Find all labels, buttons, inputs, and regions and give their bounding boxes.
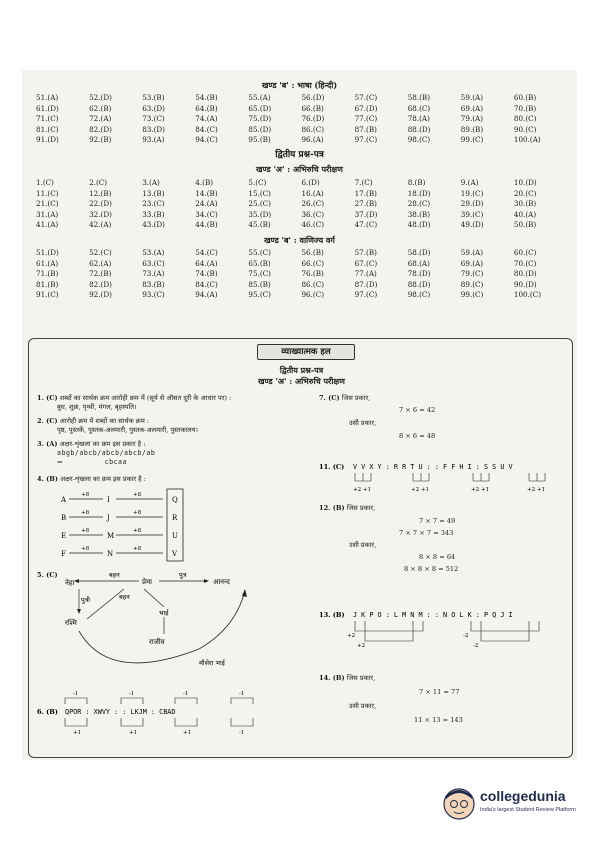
sol5-number: 5. (C) bbox=[37, 571, 58, 579]
sol4-step1: +8 bbox=[81, 546, 90, 552]
answer-cell: 71.(B) bbox=[36, 269, 59, 279]
answer-cell: 89.(C) bbox=[460, 279, 484, 289]
answer-cell: 79.(C) bbox=[460, 269, 484, 279]
answer-cell: 21.(C) bbox=[36, 199, 59, 209]
answer-cell: 34.(C) bbox=[195, 209, 218, 219]
answer-cell: 88.(D) bbox=[407, 279, 431, 289]
sol7-text2: उसी प्रकार, bbox=[349, 419, 377, 427]
answer-cell: 23.(C) bbox=[142, 199, 165, 209]
sol6-mark-bottom: +1 bbox=[73, 730, 82, 736]
sol5-putra: पुत्र bbox=[179, 571, 187, 579]
answer-key-page bbox=[22, 70, 577, 760]
paper-2-title: द्वितीय प्रश्न-पत्र bbox=[275, 149, 324, 160]
answer-cell: 85.(B) bbox=[248, 279, 271, 289]
answer-cell: 95.(C) bbox=[248, 290, 271, 300]
solution-2 bbox=[37, 417, 317, 435]
answer-cell: 69.(A) bbox=[460, 103, 484, 113]
answer-cell: 98.(C) bbox=[407, 290, 431, 300]
answer-cell: 46.(C) bbox=[301, 220, 325, 230]
answer-cell: 26.(C) bbox=[301, 199, 325, 209]
answer-cell: 83.(B) bbox=[142, 279, 165, 289]
answer-cell: 86.(C) bbox=[301, 279, 325, 289]
answer-cell: 61.(A) bbox=[36, 258, 59, 268]
answer-cell: 52.(D) bbox=[89, 93, 112, 102]
answer-cell: 73.(A) bbox=[142, 269, 165, 279]
answer-cell: 18.(D) bbox=[407, 188, 431, 198]
sol6-mark-top: -1 bbox=[183, 691, 189, 697]
answer-cell: 27.(B) bbox=[354, 199, 377, 209]
answer-cell: 77.(C) bbox=[354, 114, 378, 124]
answer-cell: 36.(C) bbox=[301, 209, 325, 219]
sol1-answer: बुध, शुक्र, पृथ्वी, मंगल, बृहस्पति। bbox=[57, 403, 137, 411]
sol13-number: 13. (B) bbox=[319, 611, 345, 619]
sol11-mark: +2 +1 bbox=[411, 487, 429, 493]
answer-cell: 56.(B) bbox=[301, 247, 324, 257]
sol6-diagram bbox=[35, 684, 305, 744]
sol4-step2: +8 bbox=[133, 492, 142, 498]
answer-cell: 57.(B) bbox=[354, 247, 377, 257]
sol6-mark-top: -1 bbox=[129, 691, 135, 697]
sol14-number: 14. (B) bbox=[319, 674, 345, 682]
answer-cell: 41.(A) bbox=[36, 220, 59, 230]
sol12-eq1: 7 × 7 = 49 bbox=[419, 517, 456, 525]
answer-cell: 68.(C) bbox=[407, 103, 431, 113]
sol4-text: अक्षर-शृंखला का क्रम इस प्रकार है : bbox=[60, 475, 146, 483]
answer-cell: 11.(C) bbox=[36, 188, 59, 198]
answer-cell: 48.(D) bbox=[407, 220, 431, 230]
sol11-sequence: V V X Y : R R T U : : F F H I : S S U V bbox=[353, 463, 513, 471]
sol2-text: आरोही क्रम में शब्दों का सार्थक क्रम : bbox=[59, 417, 150, 425]
sol7-number: 7. (C) bbox=[319, 394, 340, 402]
sol4-number: 4. (B) bbox=[37, 475, 58, 483]
answer-cell: 43.(D) bbox=[142, 220, 165, 230]
sol3-number: 3. (A) bbox=[37, 440, 58, 448]
solution-7 bbox=[319, 394, 559, 441]
answer-cell: 80.(D) bbox=[513, 269, 537, 279]
sol5-mausera: मौसेरा भाई bbox=[199, 659, 225, 667]
solution-12 bbox=[319, 504, 559, 574]
answer-cell: 90.(D) bbox=[513, 279, 537, 289]
answer-cell: 78.(D) bbox=[407, 269, 431, 279]
answer-cell: 87.(B) bbox=[354, 124, 377, 134]
answer-cell: 50.(B) bbox=[513, 220, 537, 230]
answer-cell: 54.(C) bbox=[195, 247, 218, 257]
answer-cell: 51.(D) bbox=[36, 247, 59, 257]
sol13-mark: +2 bbox=[347, 633, 356, 639]
sol4-step2: +8 bbox=[133, 510, 142, 516]
answer-cell: 28.(C) bbox=[407, 199, 431, 209]
answer-cell: 72.(A) bbox=[89, 114, 112, 124]
answer-cell: 25.(C) bbox=[248, 199, 271, 209]
answer-cell: 82.(D) bbox=[89, 124, 112, 134]
answer-cell: 94.(C) bbox=[195, 135, 218, 145]
sol2-answer: पृष्ठ, पुस्तकें, पुस्तक-अलमारी, पुस्तक-अलमारी, पुस्तकालय। bbox=[57, 426, 199, 434]
answer-cell: 30.(B) bbox=[513, 199, 537, 209]
sol12-eq2: 7 × 7 × 7 = 343 bbox=[399, 529, 454, 537]
answer-cell: 49.(D) bbox=[460, 220, 484, 230]
sol7-eq1: 7 × 6 = 42 bbox=[399, 406, 436, 414]
answer-cell: 10.(D) bbox=[513, 177, 537, 187]
sol13-sequence: J K P O : L M N M : : N O L K : P Q J I bbox=[353, 611, 513, 619]
sol3-answer: cbcaa bbox=[104, 458, 127, 466]
answer-cell: 92.(D) bbox=[89, 290, 112, 300]
answer-cell: 70.(C) bbox=[513, 258, 537, 268]
sol1-text: शब्दों का सार्थक क्रम आरोही क्रम में (सूर्य से औसत दूरी के आधार पर) : bbox=[59, 394, 232, 402]
answer-cell: 76.(D) bbox=[301, 114, 325, 124]
sol14-text2: उसी प्रकार, bbox=[349, 702, 377, 710]
answer-cell: 66.(B) bbox=[301, 103, 324, 113]
answer-cell: 33.(B) bbox=[142, 209, 165, 219]
answer-cell: 40.(A) bbox=[513, 209, 537, 219]
sol4-from: B bbox=[61, 514, 67, 522]
answer-cell: 52.(C) bbox=[89, 247, 112, 257]
answer-cell: 5.(C) bbox=[248, 177, 267, 187]
sol11-mark: +2 +1 bbox=[527, 487, 545, 493]
sol5-rashmi: रश्मि bbox=[65, 619, 77, 627]
sol6-mark-bottom: +1 bbox=[183, 730, 192, 736]
answer-cell: 45.(B) bbox=[248, 220, 271, 230]
answer-cell: 75.(C) bbox=[248, 269, 271, 279]
sol4-to: U bbox=[172, 532, 178, 540]
answer-cell: 97.(C) bbox=[354, 290, 378, 300]
answer-cell: 55.(A) bbox=[248, 93, 271, 102]
sol14-eq2: 11 × 13 = 143 bbox=[414, 716, 463, 724]
answer-cell: 87.(D) bbox=[354, 279, 378, 289]
answer-cell: 38.(B) bbox=[407, 209, 431, 219]
solutions-heading: व्याख्यात्मक हल bbox=[257, 344, 355, 360]
answer-cell: 31.(A) bbox=[36, 209, 59, 219]
sol12-text: जिस प्रकार, bbox=[346, 504, 376, 512]
answer-cell: 89.(B) bbox=[460, 124, 484, 134]
section-b-answer-grid bbox=[22, 93, 577, 146]
sol6-sequence: QPOR : XWVY : : LKJM : CBAD bbox=[65, 708, 176, 716]
sol5-bahan-top: बहन bbox=[109, 571, 120, 579]
answer-cell: 65.(D) bbox=[248, 103, 272, 113]
sol12-eq3: 8 × 8 = 64 bbox=[419, 553, 456, 561]
answer-cell: 96.(C) bbox=[301, 290, 325, 300]
sol4-step1: +8 bbox=[81, 510, 90, 516]
answer-cell: 57.(C) bbox=[354, 93, 378, 102]
sol4-to: Q bbox=[172, 496, 178, 504]
sol12-text2: उसी प्रकार, bbox=[349, 541, 377, 549]
answer-cell: 22.(D) bbox=[89, 199, 112, 209]
student-avatar-icon bbox=[442, 787, 476, 821]
answer-cell: 84.(C) bbox=[195, 279, 218, 289]
sol1-number: 1. (C) bbox=[37, 394, 58, 402]
answer-cell: 81.(B) bbox=[36, 279, 59, 289]
answer-cell: 56.(D) bbox=[301, 93, 325, 102]
answer-cell: 54.(B) bbox=[195, 93, 218, 102]
sol5-putri: पुत्री bbox=[81, 596, 90, 604]
answer-cell: 24.(A) bbox=[195, 199, 218, 209]
answer-cell: 63.(C) bbox=[142, 258, 165, 268]
sol13-marks bbox=[347, 621, 539, 649]
answer-cell: 53.(B) bbox=[142, 93, 165, 102]
sol4-from: A bbox=[61, 496, 67, 504]
answer-cell: 79.(A) bbox=[460, 114, 484, 124]
section-b-commerce-title: खण्ड 'ब' : वाणिज्य वर्ग bbox=[264, 234, 335, 245]
answer-cell: 86.(C) bbox=[301, 124, 325, 134]
sol6-number: 6. (B) bbox=[37, 708, 58, 716]
answer-cell: 19.(C) bbox=[460, 188, 484, 198]
answer-cell: 32.(D) bbox=[89, 209, 112, 219]
answer-cell: 62.(B) bbox=[89, 103, 112, 113]
answer-cell: 60.(B) bbox=[513, 93, 537, 102]
answer-cell: 99.(C) bbox=[460, 135, 484, 145]
answer-cell: 69.(A) bbox=[460, 258, 484, 268]
answer-cell: 35.(D) bbox=[248, 209, 272, 219]
answer-cell: 67.(D) bbox=[354, 103, 378, 113]
answer-cell: 78.(A) bbox=[407, 114, 430, 124]
sol4-step2: +8 bbox=[133, 546, 142, 552]
sol6-mark-bottom: -1 bbox=[239, 730, 245, 736]
answer-cell: 58.(B) bbox=[407, 93, 431, 102]
answer-cell: 1.(C) bbox=[36, 177, 54, 187]
answer-cell: 16.(A) bbox=[301, 188, 324, 198]
sol3-sequence: abgb/abcb/abcb/abcb/ab bbox=[57, 449, 156, 457]
answer-cell: 91.(D) bbox=[36, 135, 59, 145]
answer-cell: 100.(C) bbox=[513, 290, 542, 300]
answer-cell: 92.(B) bbox=[89, 135, 112, 145]
sol12-eq4: 8 × 8 × 8 = 512 bbox=[404, 565, 459, 573]
answer-cell: 3.(A) bbox=[142, 177, 160, 187]
solution-3 bbox=[37, 440, 317, 467]
answer-cell: 44.(B) bbox=[195, 220, 218, 230]
sol5-neha: नेहा bbox=[65, 579, 75, 587]
sol6-mark-bottom: +1 bbox=[129, 730, 138, 736]
answer-cell: 81.(C) bbox=[36, 124, 59, 134]
answer-cell: 97.(C) bbox=[354, 135, 378, 145]
brand-tagline: India's largest Student Review Platform bbox=[480, 807, 576, 813]
answer-cell: 77.(A) bbox=[354, 269, 377, 279]
sol13-mark: -2 bbox=[473, 643, 479, 649]
sol6-mark-top: -1 bbox=[239, 691, 245, 697]
sol13-mark: -2 bbox=[463, 633, 469, 639]
answer-cell: 55.(C) bbox=[248, 247, 271, 257]
sol11-marks bbox=[353, 473, 545, 493]
sol5-anand: आनन्द bbox=[213, 578, 230, 586]
solution-14 bbox=[319, 674, 559, 725]
answer-cell: 58.(D) bbox=[407, 247, 431, 257]
sol6-mark-top: -1 bbox=[73, 691, 79, 697]
answer-cell: 80.(C) bbox=[513, 114, 537, 124]
answer-cell: 67.(C) bbox=[354, 258, 378, 268]
sol11-mark: +2 +1 bbox=[471, 487, 489, 493]
answer-cell: 83.(D) bbox=[142, 124, 165, 134]
answer-cell: 15.(C) bbox=[248, 188, 271, 198]
answer-cell: 98.(C) bbox=[407, 135, 431, 145]
sol4-mid: I bbox=[107, 496, 110, 504]
solutions-box bbox=[28, 338, 573, 758]
sol3-arrow: ⇒ bbox=[57, 458, 63, 466]
answer-cell: 82.(D) bbox=[89, 279, 112, 289]
answer-cell: 12.(B) bbox=[89, 188, 112, 198]
answer-cell: 91.(C) bbox=[36, 290, 59, 300]
answer-cell: 66.(C) bbox=[301, 258, 325, 268]
sol2-number: 2. (C) bbox=[37, 417, 58, 425]
answer-cell: 74.(A) bbox=[195, 114, 218, 124]
sol5-bhai: भाई bbox=[159, 609, 169, 617]
answer-cell: 29.(D) bbox=[460, 199, 484, 209]
sol5-family-diagram bbox=[49, 569, 289, 679]
answer-cell: 63.(D) bbox=[142, 103, 165, 113]
answer-cell: 61.(D) bbox=[36, 103, 59, 113]
answer-cell: 47.(C) bbox=[354, 220, 378, 230]
answer-cell: 100.(A) bbox=[513, 135, 541, 145]
answer-cell: 76.(B) bbox=[301, 269, 324, 279]
sol13-diagram bbox=[319, 607, 569, 667]
answer-cell: 64.(B) bbox=[195, 103, 218, 113]
section-a-answer-grid bbox=[22, 178, 577, 231]
answer-cell: 93.(A) bbox=[142, 135, 165, 145]
answer-cell: 53.(A) bbox=[142, 247, 165, 257]
answer-cell: 37.(D) bbox=[354, 209, 378, 219]
brand-name: collegedunia bbox=[480, 788, 566, 804]
answer-cell: 90.(C) bbox=[513, 124, 537, 134]
answer-cell: 93.(C) bbox=[142, 290, 165, 300]
sol4-mid: N bbox=[107, 550, 114, 558]
sol4-rows bbox=[60, 492, 178, 558]
sol12-number: 12. (B) bbox=[319, 504, 345, 512]
sol7-text: जिस प्रकार, bbox=[341, 394, 371, 402]
answer-cell: 13.(B) bbox=[142, 188, 165, 198]
answer-cell: 59.(A) bbox=[460, 247, 484, 257]
sol4-from: E bbox=[61, 532, 67, 540]
answer-cell: 20.(C) bbox=[513, 188, 537, 198]
section-a-title: खण्ड 'अ' : अभिरुचि परीक्षण bbox=[256, 163, 343, 174]
section-b-hindi-title: खण्ड 'ब' : भाषा (हिन्दी) bbox=[261, 80, 338, 90]
sol5-prema: प्रेमा bbox=[142, 578, 152, 586]
sol11-diagram bbox=[319, 459, 569, 499]
answer-cell: 85.(D) bbox=[248, 124, 272, 134]
answer-cell: 14.(B) bbox=[195, 188, 218, 198]
answer-cell: 71.(C) bbox=[36, 114, 59, 124]
answer-cell: 73.(C) bbox=[142, 114, 165, 124]
answer-cell: 74.(B) bbox=[195, 269, 218, 279]
answer-cell: 96.(A) bbox=[301, 135, 324, 145]
answer-cell: 68.(A) bbox=[407, 258, 430, 268]
answer-cell: 95.(B) bbox=[248, 135, 271, 145]
sol5-bahan-mid: बहन bbox=[119, 593, 130, 601]
answer-cell: 59.(A) bbox=[460, 93, 484, 102]
answer-cell: 84.(C) bbox=[195, 124, 218, 134]
sol4-letter-diagram bbox=[59, 487, 199, 567]
answer-cell: 94.(A) bbox=[195, 290, 218, 300]
answer-cell: 70.(B) bbox=[513, 103, 537, 113]
sol5-rajiv: राजीव bbox=[149, 638, 165, 646]
answer-cell: 39.(C) bbox=[460, 209, 484, 219]
answer-cell: 75.(D) bbox=[248, 114, 272, 124]
sol11-number: 11. (C) bbox=[319, 463, 345, 471]
answer-cell: 6.(D) bbox=[301, 177, 320, 187]
sol11-mark: +2 +1 bbox=[353, 487, 371, 493]
answer-cell: 17.(B) bbox=[354, 188, 377, 198]
sol4-step2: +8 bbox=[133, 528, 142, 534]
solution-4-label bbox=[37, 475, 317, 484]
answer-cell: 88.(D) bbox=[407, 124, 431, 134]
sol4-mid: M bbox=[107, 532, 115, 540]
sol4-step1: +8 bbox=[81, 492, 90, 498]
sol7-eq2: 8 × 6 = 48 bbox=[399, 432, 436, 440]
answer-cell: 60.(C) bbox=[513, 247, 537, 257]
sol4-to: V bbox=[172, 550, 178, 558]
answer-cell: 42.(A) bbox=[89, 220, 112, 230]
answer-cell: 4.(B) bbox=[195, 177, 214, 187]
sol4-to: R bbox=[172, 514, 178, 522]
section-b-commerce-answer-grid bbox=[22, 248, 577, 301]
answer-cell: 51.(A) bbox=[36, 93, 59, 102]
answer-cell: 99.(C) bbox=[460, 290, 484, 300]
sol4-step1: +8 bbox=[81, 528, 90, 534]
sol14-eq1: 7 × 11 = 77 bbox=[419, 688, 460, 696]
answer-cell: 64.(A) bbox=[195, 258, 218, 268]
sol-section-title: खण्ड 'अ' : अभिरुचि परीक्षण bbox=[258, 376, 345, 386]
sol4-from: F bbox=[61, 550, 66, 558]
answer-cell: 65.(B) bbox=[248, 258, 271, 268]
solution-1 bbox=[37, 394, 317, 412]
answer-cell: 2.(C) bbox=[89, 177, 108, 187]
answer-cell: 62.(A) bbox=[89, 258, 112, 268]
answer-cell: 8.(B) bbox=[407, 177, 426, 187]
sol3-text: अक्षर-शृंखला का क्रम इस प्रकार है : bbox=[59, 440, 146, 448]
sol13-mark: +2 bbox=[357, 643, 366, 649]
sol4-mid: J bbox=[107, 514, 110, 522]
collegedunia-logo[interactable] bbox=[440, 785, 580, 825]
answer-cell: 9.(A) bbox=[460, 177, 479, 187]
answer-cell: 7.(C) bbox=[354, 177, 373, 187]
sol14-text: जिस प्रकार, bbox=[346, 674, 376, 682]
answer-cell: 72.(B) bbox=[89, 269, 112, 279]
sol-paper-title: द्वितीय प्रश्न-पत्र bbox=[279, 365, 324, 375]
